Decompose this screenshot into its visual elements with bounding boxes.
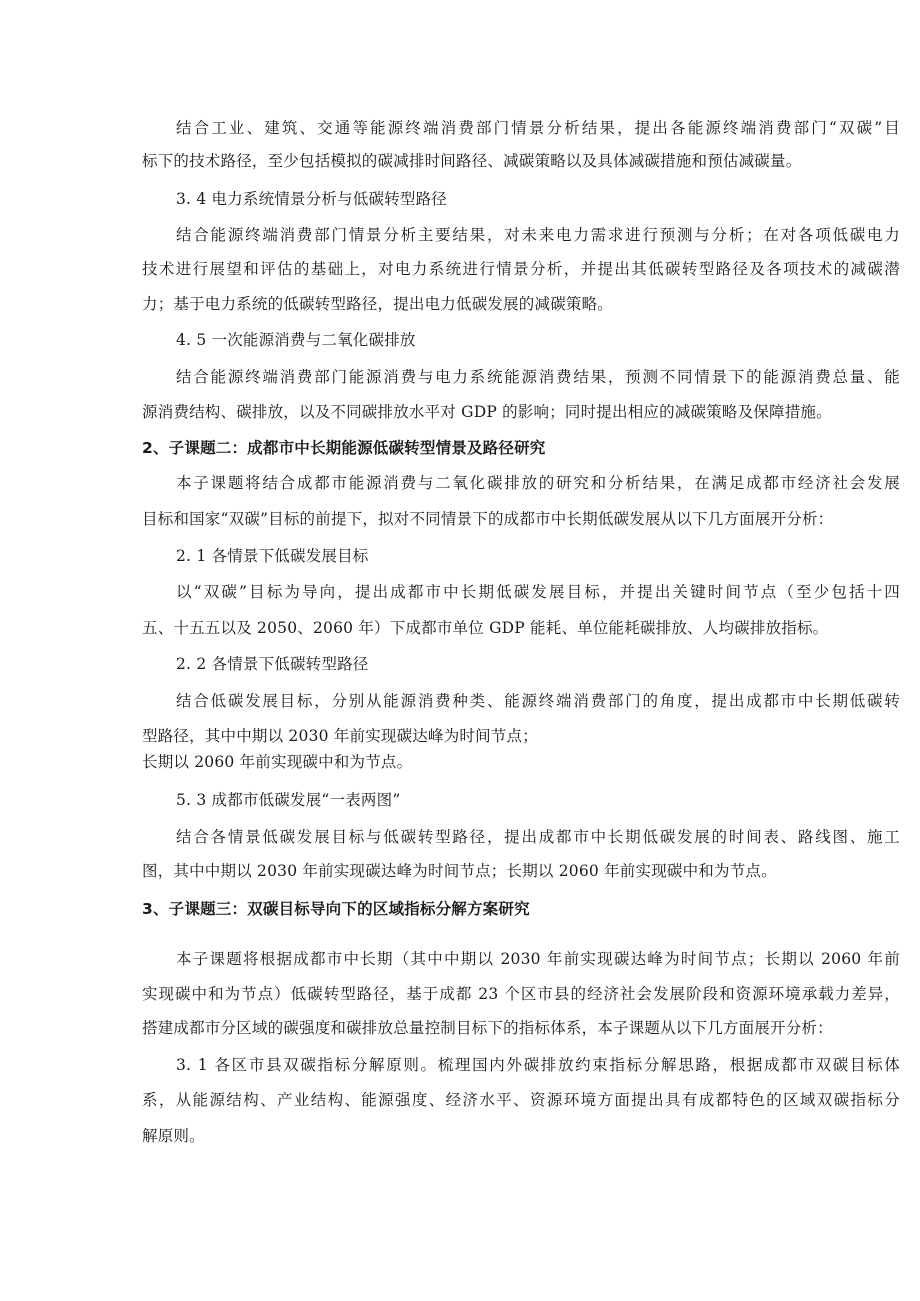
paragraph-line: 结合低碳发展目标，分别从能源消费种类、能源终端消费部门的角度，提出成都市中长期低碳转: [176, 692, 900, 710]
paragraph-line: 结合工业、建筑、交通等能源终端消费部门情景分析结果，提出各能源终端消费部门“双碳”目: [176, 119, 900, 137]
subsection-heading: 5. 3 成都市低碳发展“一表两图”: [176, 791, 401, 809]
subsection-heading: 3. 4 电力系统情景分析与低碳转型路径: [176, 190, 448, 208]
paragraph-line: 标下的技术路径，至少包括模拟的碳减排时间路径、减碳策略以及具体减碳措施和预估减碳量。: [142, 152, 802, 170]
paragraph-line: 型路径，其中中期以 2030 年前实现碳达峰为时间节点；: [142, 727, 538, 745]
subsection-heading: 2. 2 各情景下低碳转型路径: [176, 655, 369, 673]
subsection-heading: 2. 1 各情景下低碳发展目标: [176, 547, 369, 565]
section-heading: 3、子课题三：双碳目标导向下的区域指标分解方案研究: [142, 900, 530, 918]
paragraph-line: 本子课题将根据成都市中长期（其中中期以 2030 年前实现碳达峰为时间节点；长期以 2060 年前: [176, 950, 900, 968]
paragraph-line: 结合能源终端消费部门情景分析主要结果，对未来电力需求进行预测与分析；在对各项低碳电力: [176, 226, 900, 244]
paragraph-line: 结合各情景低碳发展目标与低碳转型路径，提出成都市中长期低碳发展的时间表、路线图、施工: [176, 828, 900, 846]
paragraph-line: 源消费结构、碳排放，以及不同碳排放水平对 GDP 的影响；同时提出相应的减碳策略及保障措施。: [142, 403, 832, 421]
section-heading: 2、子课题二：成都市中长期能源低碳转型情景及路径研究: [142, 439, 546, 457]
paragraph-line: 系，从能源结构、产业结构、能源强度、经济水平、资源环境方面提出具有成都特色的区域双碳指标分: [142, 1091, 900, 1109]
paragraph-line: 技术进行展望和评估的基础上，对电力系统进行情景分析，并提出其低碳转型路径及各项技术的减碳潜: [142, 260, 900, 278]
paragraph-line: 解原则。: [142, 1127, 205, 1145]
paragraph-line: 结合能源终端消费部门能源消费与电力系统能源消费结果，预测不同情景下的能源消费总量、能: [176, 368, 900, 386]
paragraph-line: 长期以 2060 年前实现碳中和为节点。: [142, 753, 413, 771]
paragraph-line: 以“双碳”目标为导向，提出成都市中长期低碳发展目标，并提出关键时间节点（至少包括十四: [176, 583, 900, 601]
paragraph-line: 五、十五五以及 2050、2060 年）下成都市单位 GDP 能耗、单位能耗碳排放、人均碳排放指标。: [142, 619, 829, 637]
paragraph-line: 搭建成都市分区域的碳强度和碳排放总量控制目标下的指标体系，本子课题从以下几方面展开分析：: [142, 1019, 833, 1037]
paragraph-line: 图，其中中期以 2030 年前实现碳达峰为时间节点；长期以 2060 年前实现碳中和为节点。: [142, 862, 777, 880]
paragraph-line: 实现碳中和为节点）低碳转型路径，基于成都 23 个区市县的经济社会发展阶段和资源环境承载力差异，: [142, 985, 900, 1003]
paragraph-line: 目标和国家“双碳”目标的前提下，拟对不同情景下的成都市中长期低碳发展从以下几方面展开分析：: [142, 510, 834, 528]
paragraph-line: 3. 1 各区市县双碳指标分解原则。梳理国内外碳排放约束指标分解思路，根据成都市双碳目标体: [176, 1056, 900, 1074]
paragraph-line: 力；基于电力系统的低碳转型路径，提出电力低碳发展的减碳策略。: [142, 295, 614, 313]
subsection-heading: 4. 5 一次能源消费与二氧化碳排放: [176, 331, 416, 349]
paragraph-line: 本子课题将结合成都市能源消费与二氧化碳排放的研究和分析结果，在满足成都市经济社会发展: [176, 474, 900, 492]
